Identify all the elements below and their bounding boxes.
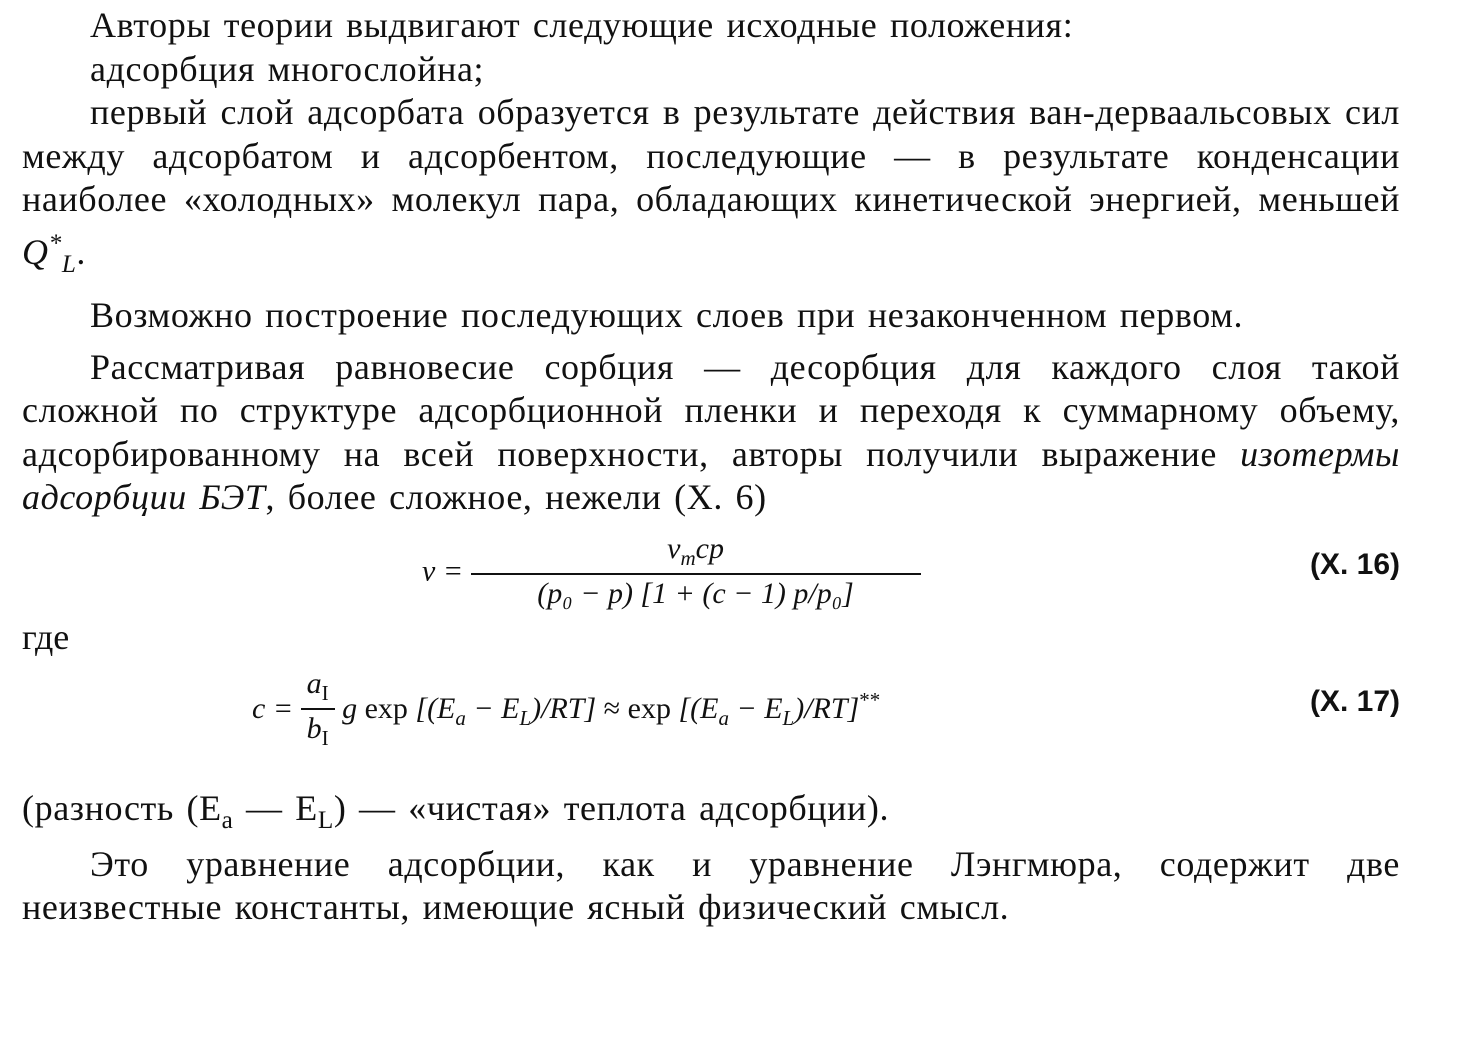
- bet-derivation-text: Рассматривая равновесие сорбция — десорбция для каждого слоя такой сложной по структуре адсорбционной пленки и переходя к суммарному объему, адсорбированному на всей поверхности, авторы получили выражение: [22, 346, 1400, 474]
- eq17-lhs: c =: [252, 692, 294, 726]
- eq17-frac-den: $b_I$: [306, 712, 329, 751]
- eq16-denominator: (p₀ − p) [1 + (c − 1) p/p₀]: [537, 576, 854, 610]
- paragraph-conclusion: Это уравнение адсорбции, как и уравнение Лэнгмюра, содержит две неизвестные константы, имеющие ясный физический смысл.: [22, 843, 1400, 928]
- paragraph-bet-derivation: [22, 346, 1400, 520]
- bet-derivation-end: , более сложное, нежели (X. 6): [265, 477, 767, 518]
- bet-isotherm-term: изотермы адсорбции БЭТ: [22, 433, 1400, 518]
- first-layer-text: первый слой адсорбата образуется в результате действия ван-дерваальсовых сил между адсорбатом и адсорбентом, последующие — в результате конденсации наиболее «холодных» молекул пара, обладающих кинетической энергией, меньшей: [22, 92, 1400, 219]
- where-label: где: [22, 616, 70, 657]
- paragraph-assumptions-intro: Авторы теории выдвигают следующие исходные положения:: [90, 5, 1074, 45]
- eq16-fraction: [471, 532, 921, 611]
- document-page: [22, 4, 1400, 930]
- paragraph-heat-difference: (разность ($E_a$ — $E_L$) — «чистая» теплота адсорбции).: [22, 788, 890, 835]
- eq16-number: (X. 16): [1309, 547, 1400, 581]
- paragraph-next-layers: Возможно построение последующих слоев при незаконченном первом.: [90, 295, 1244, 336]
- equation-x17: [22, 659, 1400, 769]
- paragraph-multilayer: адсорбция многослойна;: [90, 48, 485, 89]
- eq17-number: (X. 17): [1309, 685, 1400, 719]
- eq16-lhs: v =: [422, 554, 464, 588]
- eq17-frac-num: $a_I$: [301, 667, 335, 710]
- q-symbol: $Q^*_L$: [22, 229, 77, 278]
- eq17-fraction: [301, 667, 335, 751]
- eq16-numerator: $v_mcp$: [471, 532, 921, 575]
- equation-x16: [22, 532, 1400, 622]
- eq17-rest: g $\exp [(E_a - E_L)/RT] \approx \exp [(E_a - E_L)/RT]^{**}$: [342, 687, 881, 730]
- paragraph-first-layer: первый слой адсорбата образуется в результате действия ван-дерваальсовых сил между адсорбатом и адсорбентом, последующие — в результате конденсации наиболее «холодных» молекул пара, обладающих кинетической энергией, меньшей $Q^*_L$.: [22, 92, 1400, 278]
